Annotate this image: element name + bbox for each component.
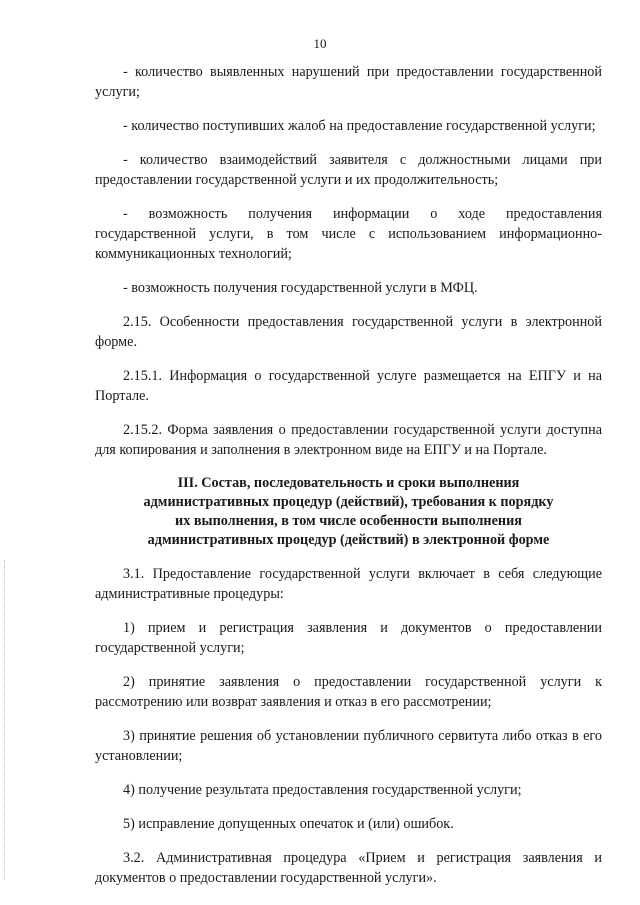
heading-line: административных процедур (действий), требования к порядку bbox=[143, 494, 554, 510]
section-heading bbox=[95, 474, 602, 550]
heading-line: их выполнения, в том числе особенности выполнения bbox=[175, 513, 522, 529]
paragraph-2-15-1: 2.15.1. Информация о государственной услуге размещается на ЕПГУ и на Портале. bbox=[95, 368, 602, 404]
paragraph-3-2: 3.2. Административная процедура «Прием и регистрация заявления и документов о предоставлении государственной услуги». bbox=[95, 850, 602, 886]
heading-line: административных процедур (действий) в электронной форме bbox=[147, 532, 550, 548]
scan-edge-mark bbox=[4, 560, 6, 880]
paragraph-bullet-complaints: - количество поступивших жалоб на предоставление государственной услуги; bbox=[123, 118, 596, 134]
document-body bbox=[95, 62, 602, 902]
list-item-4: 4) получение результата предоставления государственной услуги; bbox=[123, 782, 522, 798]
paragraph-2-15-2: 2.15.2. Форма заявления о предоставлении государственной услуги доступна для копирования и заполнения в электронном виде на ЕПГУ и на Портале. bbox=[95, 422, 602, 458]
heading-line: III. Состав, последовательность и сроки выполнения bbox=[177, 475, 520, 491]
paragraph-2-15: 2.15. Особенности предоставления государственной услуги в электронной форме. bbox=[95, 314, 602, 350]
paragraph-bullet-violations: - количество выявленных нарушений при предоставлении государственной услуги; bbox=[95, 64, 602, 100]
paragraph-3-1: 3.1. Предоставление государственной услуги включает в себя следующие административные процедуры: bbox=[95, 566, 602, 602]
page-number: 10 bbox=[313, 36, 327, 51]
paragraph-bullet-mfc: - возможность получения государственной услуги в МФЦ. bbox=[123, 280, 478, 296]
list-item-2: 2) принятие заявления о предоставлении государственной услуги к рассмотрению или возврат заявления и отказ в его рассмотрении; bbox=[95, 674, 602, 710]
list-item-3: 3) принятие решения об установлении публичного сервитута либо отказ в его установлении; bbox=[95, 728, 602, 764]
paragraph-bullet-information: - возможность получения информации о ходе предоставления государственной услуги, в том числе с использованием информационно-коммуникационных технологий; bbox=[95, 206, 602, 262]
paragraph-bullet-interactions: - количество взаимодействий заявителя с должностными лицами при предоставлении государственной услуги и их продолжительность; bbox=[95, 152, 602, 188]
list-item-1: 1) прием и регистрация заявления и документов о предоставлении государственной услуги; bbox=[95, 620, 602, 656]
list-item-5: 5) исправление допущенных опечаток и (или) ошибок. bbox=[123, 816, 454, 832]
